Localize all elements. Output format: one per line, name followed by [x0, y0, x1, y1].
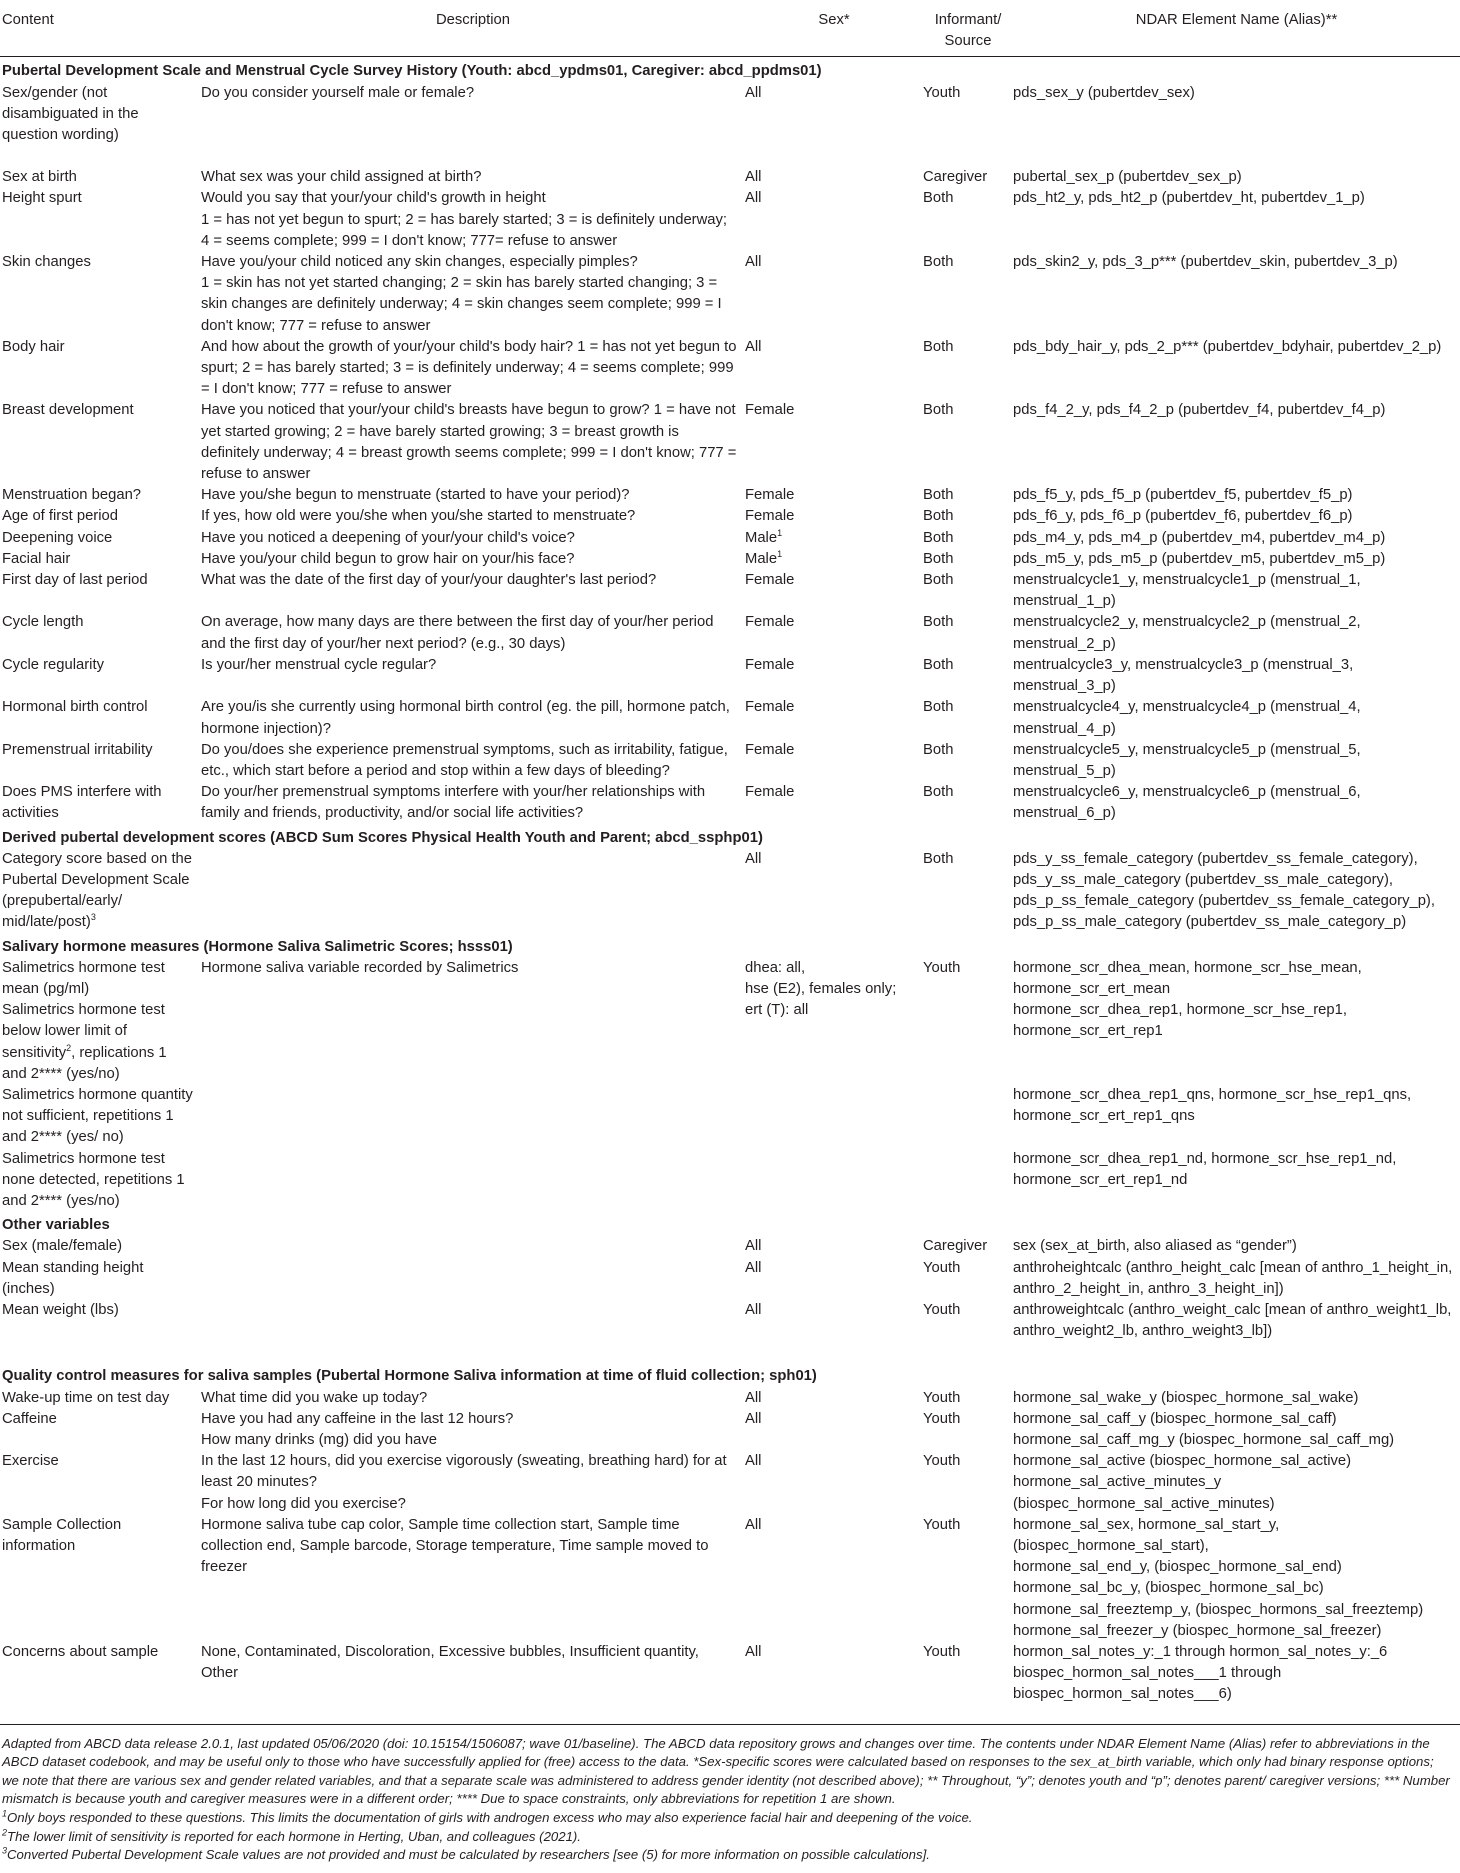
cell-description: What time did you wake up today? [201, 1389, 428, 1406]
cell-description [201, 849, 745, 934]
cell-informant: Caregiver [923, 169, 988, 186]
table-row [0, 1258, 1460, 1300]
section-row-quality [0, 1363, 1460, 1387]
cell-sex: All [745, 1453, 762, 1470]
cell-sex: All [745, 84, 762, 101]
table-row [0, 1409, 1460, 1451]
cell-ndar: menstrualcycle6_y, menstrualcycle6_p (menstrual_6, menstrual_6_p) [1013, 784, 1361, 822]
footnote-1 [2, 1809, 1452, 1828]
cell-sex: Female [745, 614, 795, 631]
cell-sex: Female [745, 402, 795, 419]
header-content: Content [0, 0, 201, 57]
sex-value: Male [745, 550, 778, 567]
table-body [0, 57, 1460, 1724]
cell-sex: All [745, 1389, 762, 1406]
cell-description: Are you/is she currently using hormonal birth control (eg. the pill, hormone patch, hormone injection)? [201, 699, 730, 737]
cell-ndar: mentrualcycle3_y, menstrualcycle3_p (menstrual_3, menstrual_3_p) [1013, 656, 1354, 695]
cell-informant: Caregiver [923, 1238, 988, 1255]
table-row [0, 549, 1460, 570]
cell-content: Caffeine [2, 1410, 57, 1427]
cell-ndar: hormone_sal_sex, hormone_sal_start_y, (biospec_hormone_sal_start), hormone_sal_end_y, (biospec_hormone_sal_end) hormone_sal_bc_y, (biospec_hormone_sal_bc) hormone_sal_freeztemp_y, (biospec_hormons_sal_freeztemp) hormone_sal_freezer_y (biospec_hormone_sal_freezer) [1013, 1516, 1424, 1639]
table-footnotes [0, 1725, 1454, 1865]
table-row [0, 83, 1460, 168]
cell-sex: Female [745, 508, 795, 525]
cell-ndar: pds_m4_y, pds_m4_p (pubertdev_m4, pubertdev_m4_p) [1013, 529, 1386, 546]
cell-ndar: hormone_scr_dhea_rep1_qns, hormone_scr_hse_rep1_qns, hormone_scr_ert_rep1_qns [1013, 1086, 1412, 1125]
footnote-text: Only boys responded to these questions. This limits the documentation of girls with androgen excess who may also experience facial hair and deepening of the voice. [7, 1810, 973, 1826]
cell-ndar: pds_y_ss_female_category (pubertdev_ss_female_category), pds_y_ss_male_category (pubertdev_ss_male_category), pds_p_ss_female_category (pubertdev_ss_female_category_p), pds_p_ss_male_category (pubertdev_ss_male_category_p) [1013, 850, 1435, 931]
table-row [0, 570, 1460, 612]
cell-content: Age of first period [2, 508, 118, 525]
sex-value: Male [745, 529, 778, 546]
cell-content [0, 1000, 201, 1085]
table-row [0, 655, 1460, 697]
cell-description: Would you say that your/your child's growth in height 1 = has not yet begun to spurt; 2 = has barely started; 3 = is definitely underway; 4 = seems complete; 999 = I don't know; 777= refuse to answer [201, 190, 728, 249]
cell-ndar: pds_f5_y, pds_f5_p (pubertdev_f5, pubertdev_f5_p) [1013, 487, 1353, 504]
footnote-marker: 3 [90, 912, 96, 923]
cell-sex: All [745, 1410, 762, 1427]
cell-ndar: hormone_scr_dhea_rep1_nd, hormone_scr_hse_rep1_nd, hormone_scr_ert_rep1_nd [1013, 1150, 1397, 1188]
footnote-marker: 2 [66, 1042, 72, 1053]
cell-description: None, Contaminated, Discoloration, Excessive bubbles, Insufficient quantity, Other [201, 1642, 745, 1724]
table-row [0, 740, 1460, 782]
cell-sex: All [745, 850, 762, 867]
cell-content: Sample Collection information [2, 1516, 122, 1555]
table-row [0, 1300, 1460, 1363]
cell-informant: Youth [923, 1301, 961, 1318]
table-row [0, 782, 1460, 824]
cell-ndar: menstrualcycle5_y, menstrualcycle5_p (menstrual_5, menstrual_5_p) [1013, 741, 1361, 779]
cell-sex: All [745, 190, 762, 207]
cell-content: Mean weight (lbs) [2, 1301, 119, 1318]
cell-description: What was the date of the first day of your/your daughter's last period? [201, 572, 657, 589]
section-title: Derived pubertal development scores (ABCD Sum Scores Physical Health Youth and Parent; abcd_ssphp01) [2, 829, 763, 846]
cell-informant: Both [923, 614, 954, 631]
cell-content [0, 849, 201, 934]
cell-content: Does PMS interfere with activities [2, 784, 162, 822]
cell-content: Salimetrics hormone test none detected, repetitions 1 and 2**** (yes/no) [2, 1150, 185, 1209]
section-title: Quality control measures for saliva samples (Pubertal Hormone Saliva information at time of fluid collection; sph01) [2, 1368, 817, 1385]
content-text: Category score based on the Pubertal Development Scale (prepubertal/early/ mid/late/post) [2, 850, 193, 931]
cell-description: Hormone saliva variable recorded by Salimetrics [201, 959, 519, 976]
cell-informant: Both [923, 529, 954, 546]
cell-sex: All [745, 1642, 923, 1724]
cell-informant: Youth [923, 1410, 961, 1427]
cell-ndar: anthroweightcalc (anthro_weight_calc [mean of anthro_weight1_lb, anthro_weight2_lb, anthro_weight3_lb]) [1013, 1301, 1452, 1340]
cell-informant: Both [923, 402, 954, 419]
cell-sex [745, 1085, 923, 1149]
cell-content: Facial hair [2, 550, 71, 567]
cell-informant: Youth [923, 959, 961, 976]
cell-ndar: pds_ht2_y, pds_ht2_p (pubertdev_ht, pubertdev_1_p) [1013, 190, 1365, 207]
cell-informant: Both [923, 190, 954, 207]
cell-description [201, 1258, 745, 1300]
cell-sex: Female [745, 572, 795, 589]
cell-informant: Both [923, 741, 954, 758]
cell-content: Wake-up time on test day [2, 1389, 170, 1406]
cell-content: Cycle regularity [2, 656, 104, 673]
cell-description: Have you/your child begun to grow hair on your/his face? [201, 550, 575, 567]
cell-ndar: hormone_sal_wake_y (biospec_hormone_sal_wake) [1013, 1389, 1359, 1406]
table-row [0, 167, 1460, 188]
cell-sex: Female [745, 487, 795, 504]
cell-ndar: hormone_scr_dhea_rep1, hormone_scr_hse_rep1, hormone_scr_ert_rep1 [1013, 1002, 1347, 1040]
section-title: Other variables [2, 1217, 110, 1234]
section-row-pds [0, 57, 1460, 83]
cell-description: What sex was your child assigned at birth? [201, 169, 482, 186]
footnote-text: The lower limit of sensitivity is reported for each hormone in Herting, Uban, and colleagues (2021). [7, 1828, 581, 1844]
cell-sex: Female [745, 741, 795, 758]
cell-description: On average, how many days are there between the first day of your/her period and the first day of your/her next period? (e.g., 30 days) [201, 614, 714, 652]
table-row [0, 485, 1460, 506]
cell-content: Mean standing height (inches) [2, 1259, 144, 1297]
footnote-main: Adapted from ABCD data release 2.0.1, last updated 05/06/2020 (doi: 10.15154/1506087; wave 01/baseline). The ABCD data repository grows and changes over time. The contents under NDAR Element Name (Alias) refer to abbreviations in the ABCD dataset codebook, and may be useful only to those who have successfully applied for (free) access to the data. *Sex-specific scores were calculated based on responses to the sex_at_birth variable, which only had binary response options; we note that there are various sex and gender related variables, and that a separate scale was administered to address gender identity (not described above); ** Throughout, “y”; denotes youth and “p”; denotes parent/ caregiver versions; *** Number mismatch is because youth and caregiver measures were in a different order; **** Due to space constraints, only abbreviations for repetition 1 are shown. [2, 1735, 1450, 1807]
cell-description: Do your/her premenstrual symptoms interfere with your/her relationships with family and friends, productivity, and/or social life activities? [201, 784, 706, 822]
cell-ndar: anthroheightcalc (anthro_height_calc [mean of anthro_1_height_in, anthro_2_height_in, anthro_3_height_in]) [1013, 1259, 1453, 1297]
table-header [0, 0, 1460, 57]
header-informant: Informant/ Source [923, 0, 1013, 57]
table-row [0, 252, 1460, 337]
table-row [0, 400, 1460, 485]
cell-description: Have you noticed that your/your child's breasts have begun to grow? 1 = have not yet started growing; 2 = have barely started growing; 3 = breast growth is definitely underway; 4 = breast growth seems complete; 999 = I don't know; 777 = refuse to answer [201, 402, 737, 483]
header-row [0, 0, 1460, 57]
table-row [0, 849, 1460, 934]
header-sex: Sex* [745, 0, 923, 57]
cell-content: Height spurt [2, 190, 82, 207]
cell-description [201, 1000, 745, 1085]
cell-sex: All [745, 338, 762, 355]
cell-description: Is your/her menstrual cycle regular? [201, 656, 437, 673]
cell-informant: Both [923, 487, 954, 504]
cell-ndar: hormone_sal_caff_y (biospec_hormone_sal_caff) hormone_sal_caff_mg_y (biospec_hormone_sal_caff_mg) [1013, 1410, 1395, 1448]
header-description: Description [201, 0, 745, 57]
table-row [0, 337, 1460, 401]
cell-content: Sex at birth [2, 169, 77, 186]
cell-ndar: menstrualcycle4_y, menstrualcycle4_p (menstrual_4, menstrual_4_p) [1013, 699, 1361, 737]
cell-ndar: menstrualcycle2_y, menstrualcycle2_p (menstrual_2, menstrual_2_p) [1013, 614, 1361, 652]
header-ndar: NDAR Element Name (Alias)** [1013, 0, 1460, 57]
cell-content: Body hair [2, 338, 65, 355]
cell-informant: Youth [923, 84, 961, 101]
cell-content: Hormonal birth control [2, 699, 148, 716]
cell-informant: Both [923, 656, 954, 673]
table-row [0, 506, 1460, 527]
table-row [0, 528, 1460, 549]
table-row [0, 1451, 1460, 1515]
cell-description: Do you/does she experience premenstrual symptoms, such as irritability, fatigue, etc., which start before a period and stop within a few days of bleeding? [201, 741, 728, 779]
cell-ndar: pds_f4_2_y, pds_f4_2_p (pubertdev_f4, pubertdev_f4_p) [1013, 402, 1386, 419]
cell-informant [923, 1000, 1013, 1085]
cell-sex [745, 1149, 923, 1213]
section-title: Salivary hormone measures (Hormone Saliva Salimetric Scores; hsss01) [2, 938, 513, 955]
cell-informant: Youth [923, 1259, 961, 1276]
cell-content: Salimetrics hormone quantity not sufficient, repetitions 1 and 2**** (yes/ no) [2, 1086, 193, 1146]
footnote-2 [2, 1828, 1452, 1847]
cell-informant: Both [923, 572, 954, 589]
cell-informant [923, 1085, 1013, 1149]
cell-informant: Both [923, 338, 954, 355]
cell-ndar: pds_skin2_y, pds_3_p*** (pubertdev_skin, pubertdev_3_p) [1013, 254, 1398, 271]
cell-description: Have you noticed a deepening of your/your child's voice? [201, 529, 575, 546]
cell-informant: Youth [923, 1516, 961, 1533]
table-row [0, 1642, 1460, 1724]
cell-content: Exercise [2, 1453, 59, 1470]
section-row-salivary [0, 934, 1460, 958]
cell-content: Sex (male/female) [2, 1238, 123, 1255]
cell-description: And how about the growth of your/your child's body hair? 1 = has not yet begun to spurt; 2 = has barely started; 3 = is definitely underway; 4 = seems complete; 999 = I don't know; 777 = refuse to answer [201, 338, 737, 398]
cell-description: Hormone saliva tube cap color, Sample time collection start, Sample time collection end, Sample barcode, Storage temperature, Time sample moved to freezer [201, 1516, 709, 1576]
cell-content: First day of last period [2, 572, 148, 589]
cell-sex: All [745, 254, 762, 271]
cell-content: Salimetrics hormone test mean (pg/ml) [2, 959, 165, 997]
cell-description: Do you consider yourself male or female? [201, 84, 475, 101]
cell-sex: All [745, 1238, 762, 1255]
cell-informant: Both [923, 550, 954, 567]
table-row [0, 1000, 1460, 1085]
cell-sex: dhea: all, hse (E2), females only; ert (T): all [745, 959, 897, 1019]
cell-description: Have you had any caffeine in the last 12 hours? How many drinks (mg) did you have [201, 1410, 514, 1448]
cell-description: If yes, how old were you/she when you/she started to menstruate? [201, 508, 636, 525]
table-row [0, 612, 1460, 654]
footnote-3 [2, 1846, 1452, 1865]
cell-informant [923, 1149, 1013, 1213]
cell-sex [745, 528, 923, 549]
cell-informant: Youth [923, 1389, 961, 1406]
footnote-marker: 1 [777, 527, 783, 538]
cell-ndar: pds_bdy_hair_y, pds_2_p*** (pubertdev_bdyhair, pubertdev_2_p) [1013, 338, 1442, 355]
cell-sex: All [745, 1259, 762, 1276]
cell-description [201, 1236, 745, 1257]
cell-sex: All [745, 1516, 762, 1533]
content-text: Salimetrics hormone test below lower limit of sensitivity [2, 1002, 165, 1061]
cell-description [201, 1085, 745, 1149]
cell-ndar: pds_f6_y, pds_f6_p (pubertdev_f6, pubertdev_f6_p) [1013, 508, 1353, 525]
table-row [0, 697, 1460, 739]
footnote-text: Converted Pubertal Development Scale values are not provided and must be calculated by researchers [see (5) for more information on possible calculations]. [7, 1847, 930, 1863]
cell-ndar: menstrualcycle1_y, menstrualcycle1_p (menstrual_1, menstrual_1_p) [1013, 572, 1361, 610]
cell-content: Menstruation began? [2, 487, 142, 504]
cell-content: Sex/gender (not disambiguated in the question wording) [2, 84, 139, 144]
table-row [0, 1515, 1460, 1642]
cell-sex: All [745, 1301, 762, 1318]
cell-ndar: pds_sex_y (pubertdev_sex) [1013, 84, 1195, 101]
cell-ndar: hormone_sal_active (biospec_hormone_sal_active) hormone_sal_active_minutes_y (biospec_hormone_sal_active_minutes) [1013, 1453, 1352, 1512]
table-row [0, 958, 1460, 1000]
cell-description: Have you/she begun to menstruate (started to have your period)? [201, 487, 630, 504]
footnote-marker: 1 [2, 1808, 8, 1819]
cell-informant: Youth [923, 1642, 1013, 1724]
cell-sex [745, 549, 923, 570]
cell-informant: Both [923, 508, 954, 525]
cell-ndar: hormone_scr_dhea_mean, hormone_scr_hse_mean, hormone_scr_ert_mean [1013, 959, 1362, 997]
section-row-derived [0, 825, 1460, 849]
section-title: Pubertal Development Scale and Menstrual Cycle Survey History (Youth: abcd_ypdms01, Caregiver: abcd_ppdms01) [2, 63, 822, 80]
table-row [0, 188, 1460, 252]
cell-content: Skin changes [2, 254, 91, 271]
cell-ndar: sex (sex_at_birth, also aliased as “gender”) [1013, 1238, 1297, 1255]
cell-content: Breast development [2, 402, 134, 419]
cell-description [201, 1149, 745, 1213]
content-text: , replications 1 and 2**** (yes/no) [2, 1044, 167, 1082]
cell-ndar: hormon_sal_notes_y:_1 through hormon_sal_notes_y:_6 biospec_hormon_sal_notes___1 through biospec_hormon_sal_notes___6) [1013, 1642, 1460, 1724]
table-row [0, 1388, 1460, 1409]
cell-informant: Both [923, 784, 954, 801]
cell-informant: Both [923, 699, 954, 716]
section-row-other [0, 1212, 1460, 1236]
cell-informant: Youth [923, 1453, 961, 1470]
table-row [0, 1085, 1460, 1149]
cell-description: In the last 12 hours, did you exercise vigorously (sweating, breathing hard) for at least 20 minutes? For how long did you exercise? [201, 1453, 727, 1512]
cell-ndar: pds_m5_y, pds_m5_p (pubertdev_m5, pubertdev_m5_p) [1013, 550, 1386, 567]
cell-content: Deepening voice [2, 529, 113, 546]
cell-ndar: pubertal_sex_p (pubertdev_sex_p) [1013, 169, 1242, 186]
cell-content: Cycle length [2, 614, 84, 631]
cell-informant: Both [923, 850, 954, 867]
cell-sex: Female [745, 784, 795, 801]
cell-description: Have you/your child noticed any skin changes, especially pimples? 1 = skin has not yet started changing; 2 = skin has barely started changing; 3 = skin changes are definitely underway; 4 = skin changes seem complete; 999 = I don't know; 777 = refuse to answer [201, 254, 722, 334]
table-row [0, 1149, 1460, 1213]
cell-sex: Female [745, 656, 795, 673]
table-row [0, 1236, 1460, 1257]
cell-sex: Female [745, 699, 795, 716]
footnote-marker: 3 [2, 1845, 8, 1856]
footnote-marker: 1 [777, 548, 783, 559]
cell-informant: Both [923, 254, 954, 271]
cell-sex: All [745, 169, 762, 186]
cell-content: Premenstrual irritability [2, 741, 153, 758]
cell-content: Concerns about sample [0, 1642, 201, 1724]
footnote-marker: 2 [2, 1827, 8, 1838]
cell-description [201, 1300, 745, 1363]
